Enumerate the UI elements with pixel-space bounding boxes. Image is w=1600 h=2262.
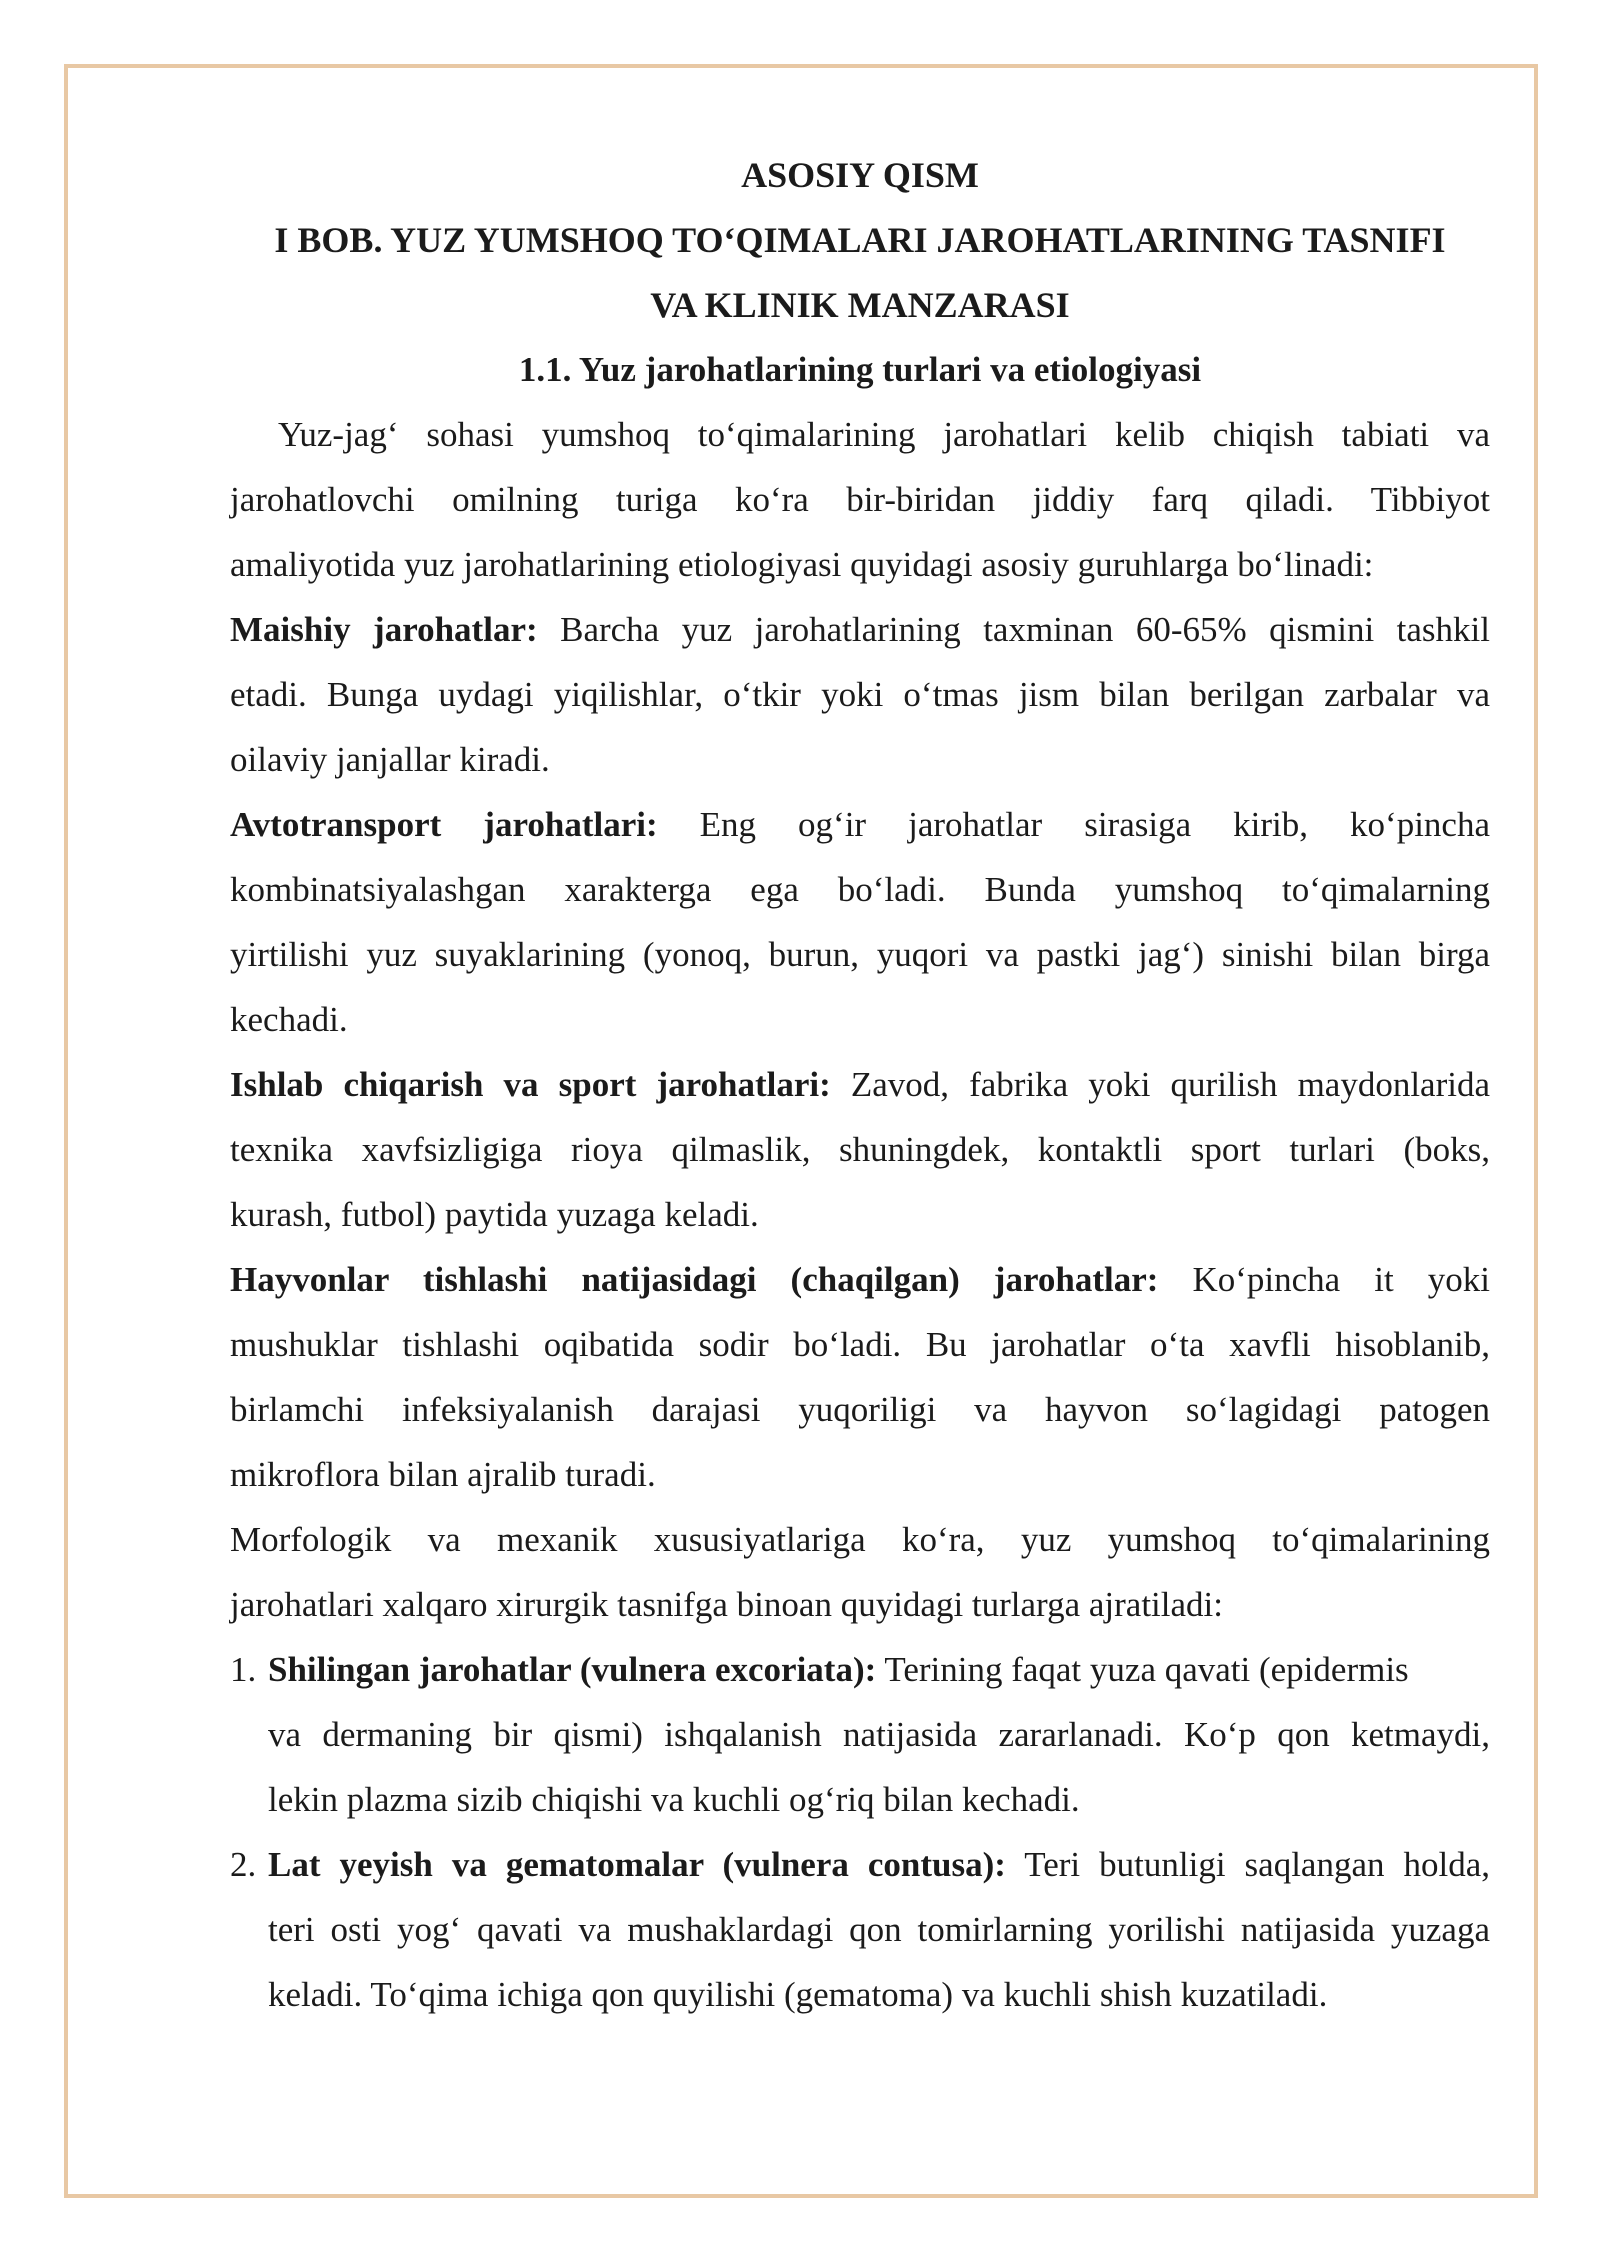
avtotransport-line-2: kombinatsiyalashgan xarakterga ega bo‘ladi. Bunda yumshoq to‘qimalarning <box>230 870 1490 909</box>
hayvonlar-line-2: mushuklar tishlashi oqibatida sodir bo‘ladi. Bu jarohatlar o‘ta xavfli hisoblanib, <box>230 1325 1490 1364</box>
list-item-2-line-3: keladi. To‘qima ichiga qon quyilishi (gematoma) va kuchli shish kuzatiladi. <box>268 1975 1328 2014</box>
intro-line-2: jarohatlovchi omilning turiga ko‘ra bir-biridan jiddiy farq qiladi. Tibbiyot <box>230 480 1490 519</box>
intro-line-1: Yuz-jag‘ sohasi yumshoq to‘qimalarining jarohatlari kelib chiqish tabiati va <box>278 415 1490 454</box>
morfologik-line-2: jarohatlari xalqaro xirurgik tasnifga binoan quyidagi turlarga ajratiladi: <box>230 1585 1223 1624</box>
ishlab-line-3: kurash, futbol) paytida yuzaga keladi. <box>230 1195 759 1234</box>
avtotransport-line-4: kechadi. <box>230 1000 348 1039</box>
morfologik-line-1: Morfologik va mexanik xususiyatlariga ko‘ra, yuz yumshoq to‘qimalarining <box>230 1520 1490 1559</box>
list-number: 2. <box>230 1845 257 1884</box>
list-item-1-line-3: lekin plazma sizib chiqishi va kuchli og‘riq bilan kechadi. <box>268 1780 1080 1819</box>
chapter-title-line-2: VA KLINIK MANZARASI <box>650 285 1070 325</box>
hayvonlar-line-3: birlamchi infeksiyalanish darajasi yuqoriligi va hayvon so‘lagidagi patogen <box>230 1390 1490 1429</box>
list-item-2-term: Lat yeyish va gematomalar (vulnera contusa): <box>268 1845 1006 1884</box>
hayvonlar-line-1: Hayvonlar tishlashi natijasidagi (chaqilgan) jarohatlar: Ko‘pincha it yoki <box>230 1260 1490 1299</box>
ishlab-term: Ishlab chiqarish va sport jarohatlari: <box>230 1065 831 1104</box>
list-item-1-line-2: va dermaning bir qismi) ishqalanish natijasida zararlanadi. Ko‘p qon ketmaydi, <box>268 1715 1490 1754</box>
intro-line-3: amaliyotida yuz jarohatlarining etiologiyasi quyidagi asosiy guruhlarga bo‘linadi: <box>230 545 1374 584</box>
maishiy-line-1: Maishiy jarohatlar: Barcha yuz jarohatlarining taxminan 60-65% qismini tashkil <box>230 610 1490 649</box>
list-item-1-line-1: Shilingan jarohatlar (vulnera excoriata): Terining faqat yuza qavati (epidermis <box>268 1650 1409 1689</box>
section-title: 1.1. Yuz jarohatlarining turlari va etiologiyasi <box>518 350 1202 389</box>
avtotransport-line-1: Avtotransport jarohatlari: Eng og‘ir jarohatlar sirasiga kirib, ko‘pincha <box>230 805 1490 844</box>
ishlab-line-1: Ishlab chiqarish va sport jarohatlari: Zavod, fabrika yoki qurilish maydonlarida <box>230 1065 1490 1104</box>
maishiy-line-3: oilaviy janjallar kiradi. <box>230 740 550 779</box>
avtotransport-term: Avtotransport jarohatlari: <box>230 805 658 844</box>
chapter-title-line-1: I BOB. YUZ YUMSHOQ TO‘QIMALARI JAROHATLARINING TASNIFI <box>274 220 1446 260</box>
ishlab-line-2: texnika xavfsizligiga rioya qilmaslik, shuningdek, kontaktli sport turlari (boks, <box>230 1130 1490 1169</box>
list-number: 1. <box>230 1650 257 1689</box>
list-item-1-term: Shilingan jarohatlar (vulnera excoriata): <box>268 1650 877 1689</box>
hayvonlar-line-4: mikroflora bilan ajralib turadi. <box>230 1455 656 1494</box>
list-item-2-line-2: teri osti yog‘ qavati va mushaklardagi qon tomirlarning yorilishi natijasida yuzaga <box>268 1910 1490 1949</box>
hayvonlar-term: Hayvonlar tishlashi natijasidagi (chaqilgan) jarohatlar: <box>230 1260 1159 1299</box>
maishiy-line-2: etadi. Bunga uydagi yiqilishlar, o‘tkir yoki o‘tmas jism bilan berilgan zarbalar va <box>230 675 1490 714</box>
main-heading: ASOSIY QISM <box>741 155 979 195</box>
maishiy-term: Maishiy jarohatlar: <box>230 610 538 649</box>
list-item-2-line-1: Lat yeyish va gematomalar (vulnera contusa): Teri butunligi saqlangan holda, <box>268 1845 1491 1884</box>
avtotransport-line-3: yirtilishi yuz suyaklarining (yonoq, burun, yuqori va pastki jag‘) sinishi bilan birga <box>230 935 1490 974</box>
